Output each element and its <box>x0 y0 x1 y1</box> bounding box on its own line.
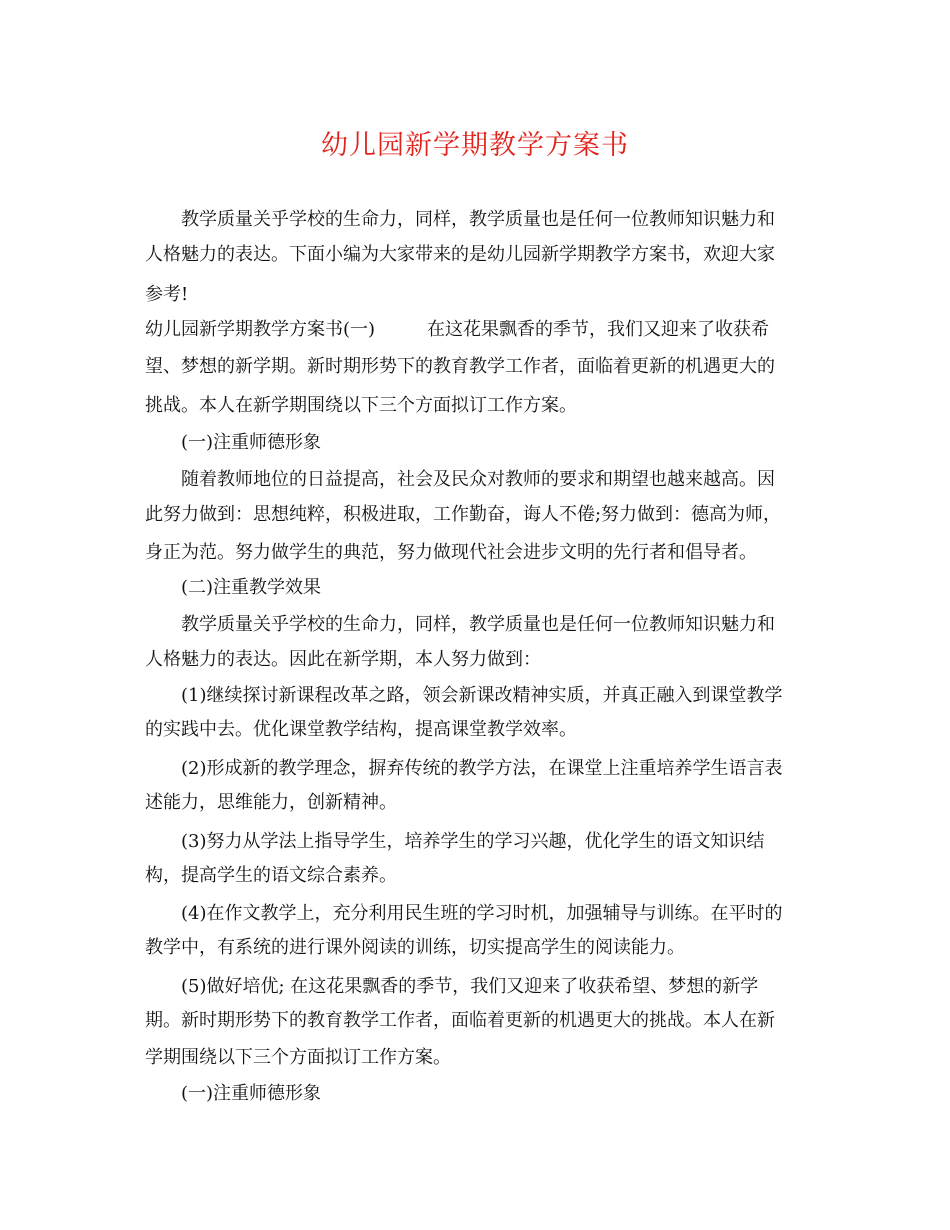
paragraph-line: 望、梦想的新学期。新时期形势下的教育教学工作者，面临着更新的机遇更大的 <box>145 356 775 377</box>
paragraph-line: 此努力做到：思想纯粹，积极进取，工作勤奋，诲人不倦;努力做到：德高为师， <box>145 504 782 525</box>
paragraph-line: 学期围绕以下三个方面拟订工作方案。 <box>145 1047 451 1068</box>
paragraph-line: 构，提高学生的语文综合素养。 <box>145 865 397 886</box>
paragraph-line: 挑战。本人在新学期围绕以下三个方面拟订工作方案。 <box>145 395 577 416</box>
subheading: (二)注重教学效果 <box>181 577 322 598</box>
paragraph-text: 在这花果飘香的季节，我们又迎来了收获希 <box>427 319 770 340</box>
paragraph-line: 人格魅力的表达。因此在新学期，本人努力做到： <box>145 649 541 670</box>
paragraph-line: 人格魅力的表达。下面小编为大家带来的是幼儿园新学期教学方案书，欢迎大家 <box>145 244 775 265</box>
list-item-line: (2)形成新的教学理念，摒弃传统的教学方法，在课堂上注重培养学生语言表 <box>181 758 783 779</box>
paragraph-line: 期。新时期形势下的教育教学工作者，面临着更新的机遇更大的挑战。本人在新 <box>145 1010 775 1031</box>
list-item-line: (3)努力从学法上指导学生，培养学生的学习兴趣，优化学生的语文知识结 <box>181 831 765 852</box>
paragraph-line: 教学质量关乎学校的生命力，同样，教学质量也是任何一位教师知识魅力和 <box>181 209 775 230</box>
paragraph-line <box>145 318 825 342</box>
paragraph-line: 教学中，有系统的进行课外阅读的训练，切实提高学生的阅读能力。 <box>145 937 685 958</box>
paragraph-line: 参考! <box>145 284 189 305</box>
list-item-line: (4)在作文教学上，充分利用民生班的学习时机，加强辅导与训练。在平时的 <box>181 903 783 924</box>
paragraph-line: 身正为范。努力做学生的典范，努力做现代社会进步文明的先行者和倡导者。 <box>145 542 757 563</box>
paragraph-line: 教学质量关乎学校的生命力，同样，教学质量也是任何一位教师知识魅力和 <box>181 614 775 635</box>
subheading: (一)注重师德形象 <box>181 1083 322 1104</box>
document-title: 幼儿园新学期教学方案书 <box>321 130 629 161</box>
paragraph-line: 随着教师地位的日益提高，社会及民众对教师的要求和期望也越来越高。因 <box>181 469 775 490</box>
list-item-line: (5)做好培优; 在这花果飘香的季节，我们又迎来了收获希望、梦想的新学 <box>181 976 759 997</box>
paragraph-line: 的实践中去。优化课堂教学结构，提高课堂教学效率。 <box>145 719 577 740</box>
subheading: (一)注重师德形象 <box>181 432 322 453</box>
paragraph-line: 述能力，思维能力，创新精神。 <box>145 792 397 813</box>
list-item-line: (1)继续探讨新课程改革之路，领会新课改精神实质，并真正融入到课堂教学 <box>181 685 783 706</box>
section-heading: 幼儿园新学期教学方案书(一) <box>145 319 376 340</box>
